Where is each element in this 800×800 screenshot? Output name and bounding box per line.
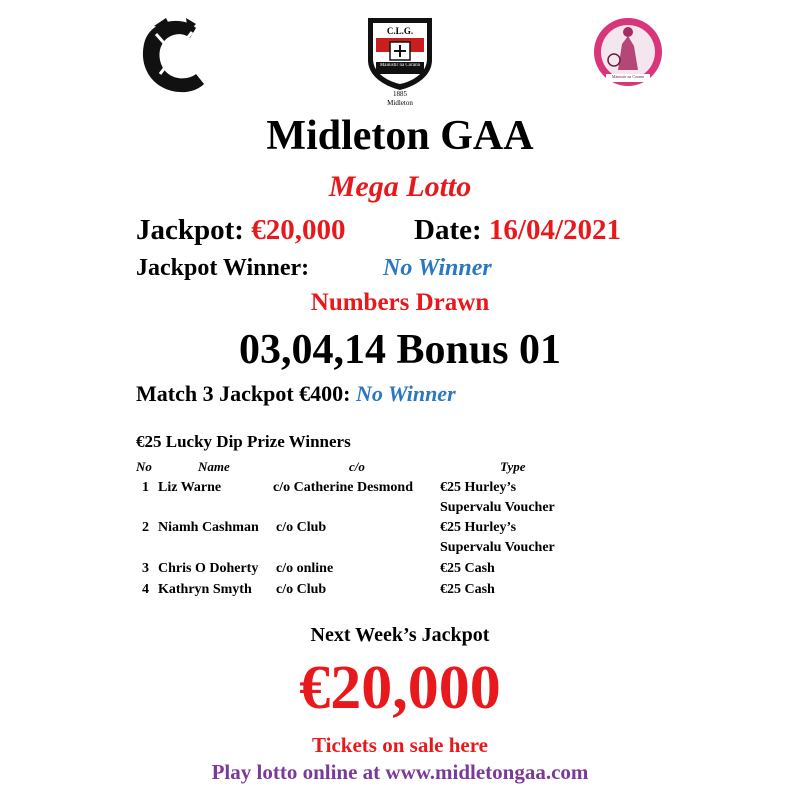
jackpot-winner-label: Jackpot Winner: — [136, 255, 310, 281]
col-header-type: Type — [500, 459, 526, 474]
page-title: Midleton GAA — [266, 113, 534, 159]
crest-year: 1885 — [393, 90, 407, 98]
row-type-line2: Supervalu Voucher — [440, 500, 555, 515]
table-row — [0, 480, 800, 520]
row-name: Chris O Doherty — [158, 561, 259, 576]
table-row — [0, 520, 800, 560]
row-type-line1: €25 Hurley’s — [440, 480, 517, 495]
lucky-dip-heading: €25 Lucky Dip Prize Winners — [136, 432, 351, 451]
row-name: Liz Warne — [158, 480, 222, 495]
row-no: 3 — [142, 561, 149, 576]
date-row — [414, 214, 621, 247]
camogie-logo — [136, 14, 212, 98]
col-header-no: No — [136, 459, 152, 474]
row-co: c/o Club — [276, 582, 327, 597]
play-online-link[interactable]: Play lotto online at www.midletongaa.com — [211, 760, 589, 784]
camogie-crest-icon — [136, 14, 212, 98]
jackpot-amount: €20,000 — [251, 214, 346, 246]
page-subtitle: Mega Lotto — [328, 170, 472, 203]
numbers-drawn-heading: Numbers Drawn — [310, 289, 490, 316]
row-type-line1: €25 Hurley’s — [440, 520, 517, 535]
row-no: 2 — [142, 520, 149, 535]
crest-text: C.L.G. — [386, 26, 414, 36]
row-name: Kathryn Smyth — [158, 582, 252, 597]
row-type-line1: €25 Cash — [440, 561, 495, 576]
date-label: Date: — [414, 214, 482, 246]
row-type-line1: €25 Cash — [440, 582, 495, 597]
ladies-logo-text: Mainistir na Corann — [611, 74, 645, 79]
match3-label: Match 3 Jackpot €400: — [136, 381, 351, 406]
table-row — [0, 582, 800, 602]
tickets-on-sale: Tickets on sale here — [312, 733, 488, 757]
draw-date: 16/04/2021 — [488, 214, 622, 246]
crest-motto: Mainistir na Corann — [379, 63, 421, 68]
table-row — [0, 561, 800, 581]
ladies-football-logo — [592, 16, 664, 88]
next-week-label: Next Week’s Jackpot — [310, 624, 490, 646]
row-co: c/o Club — [276, 520, 327, 535]
col-header-name: Name — [198, 459, 230, 474]
row-type-line2: Supervalu Voucher — [440, 540, 555, 555]
match3-value: No Winner — [355, 381, 456, 406]
jackpot-label: Jackpot: — [136, 214, 244, 246]
row-co: c/o online — [276, 561, 334, 576]
row-no: 1 — [142, 480, 149, 495]
next-week-amount: €20,000 — [299, 654, 501, 722]
col-header-co: c/o — [349, 459, 365, 474]
jackpot-winner-value: No Winner — [383, 255, 492, 281]
crest-place: Midleton — [387, 99, 413, 107]
row-no: 4 — [142, 582, 149, 597]
match3-row — [136, 381, 456, 407]
row-co: c/o Catherine Desmond — [273, 480, 413, 495]
jackpot-row — [136, 214, 345, 247]
row-name: Niamh Cashman — [158, 520, 259, 535]
club-crest — [364, 14, 436, 110]
numbers-drawn: 03,04,14 Bonus 01 — [238, 327, 562, 373]
